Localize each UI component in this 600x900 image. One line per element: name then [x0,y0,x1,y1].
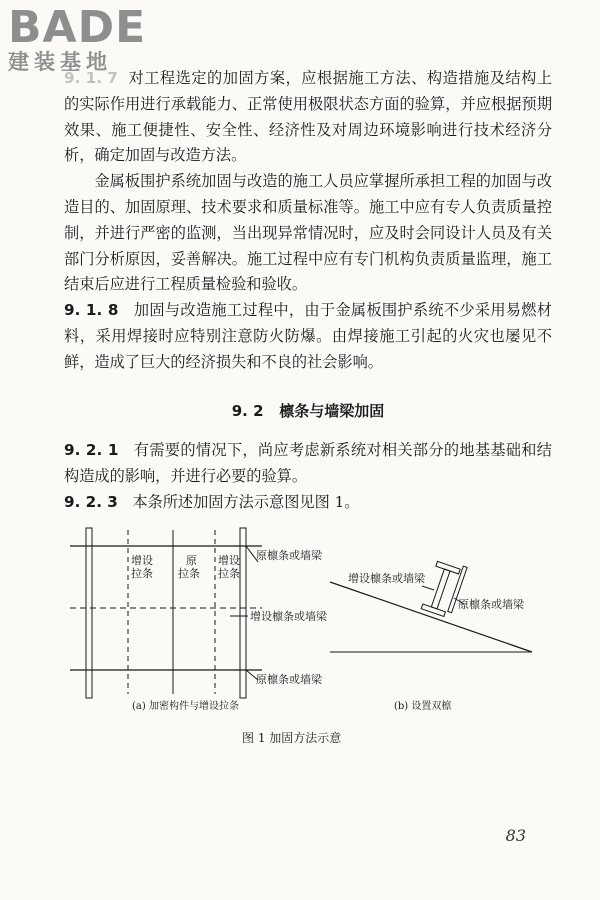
figure-caption: 图 1 加固方法示意 [242,731,342,745]
label-double-new: 增设檩条或墙梁 [348,572,425,585]
label-double-orig: 原檩条或墙梁 [458,598,524,611]
logo-brand: BADE [8,2,147,53]
paragraph-9-2-3: 9. 2. 3 本条所述加固方法示意图见图 1。 [64,492,360,511]
logo-subtitle: 建装基地 [8,50,112,74]
main-text-top [64,66,552,376]
paragraph-9-1-7: 9. 1. 7 对工程选定的加固方案，应根据施工方法、构造措施及结构上的实际作用进行承载能力、正常使用极限状态方面的验算，并应根据预期效果、施工便捷性、安全性、经济性及对周边环境影响进行技术经济分析，确定加固与改造方法。 [64,66,552,169]
clause-number: 9. 1. 8 [64,301,119,320]
label-purlin-new: 增设檩条或墙梁 [250,610,327,623]
page-number: 83 [505,826,526,845]
paragraph-9-1-8: 9. 1. 8 加固与改造施工过程中，由于金属板围护系统不少采用易燃材料，采用焊接时应特别注意防火防爆。由焊接施工引起的火灾也屡见不鲜，造成了巨大的经济损失和不良的社会影响。 [64,301,552,371]
label-tie-new-1b: 拉条 [131,567,153,580]
label-tie-orig-a: 原 [186,554,197,567]
label-tie-orig-b: 拉条 [178,567,200,580]
label-purlin-top: 原檩条或墙梁 [256,549,322,562]
label-tie-new-2b: 拉条 [218,567,240,580]
p1-lead-hidden: 9. 1. 7 [64,69,118,87]
caption-b: (b) 设置双檩 [394,701,452,712]
section-heading: 9. 2 檩条与墙梁加固 [231,402,385,420]
label-tie-new-1a: 增设 [131,554,153,567]
paragraph-9-2-1: 9. 2. 1 有需要的情况下，尚应考虑新系统对相关部分的地基基础和结构造成的影响，并进行必要的验算。 [64,441,552,485]
caption-a: (a) 加密构件与增设拉条 [132,701,239,712]
main-text-bottom [64,438,552,515]
figure-1 [62,520,552,750]
label-purlin-bottom: 原檩条或墙梁 [256,673,322,686]
paragraph-staff: 金属板围护系统加固与改造的施工人员应掌握所承担工程的加固与改造目的、加固原理、技术要求和质量标准等。施工中应有专人负责质量控制，并进行严密的监测，当出现异常情况时，应及时会同设计人员及有关部门分析原因，妥善解决。施工过程中应有专门机构负责质量监理，施工结束后应进行工程质量检验和验收。 [64,172,552,294]
label-tie-new-2a: 增设 [218,554,240,567]
logo [8,4,178,74]
